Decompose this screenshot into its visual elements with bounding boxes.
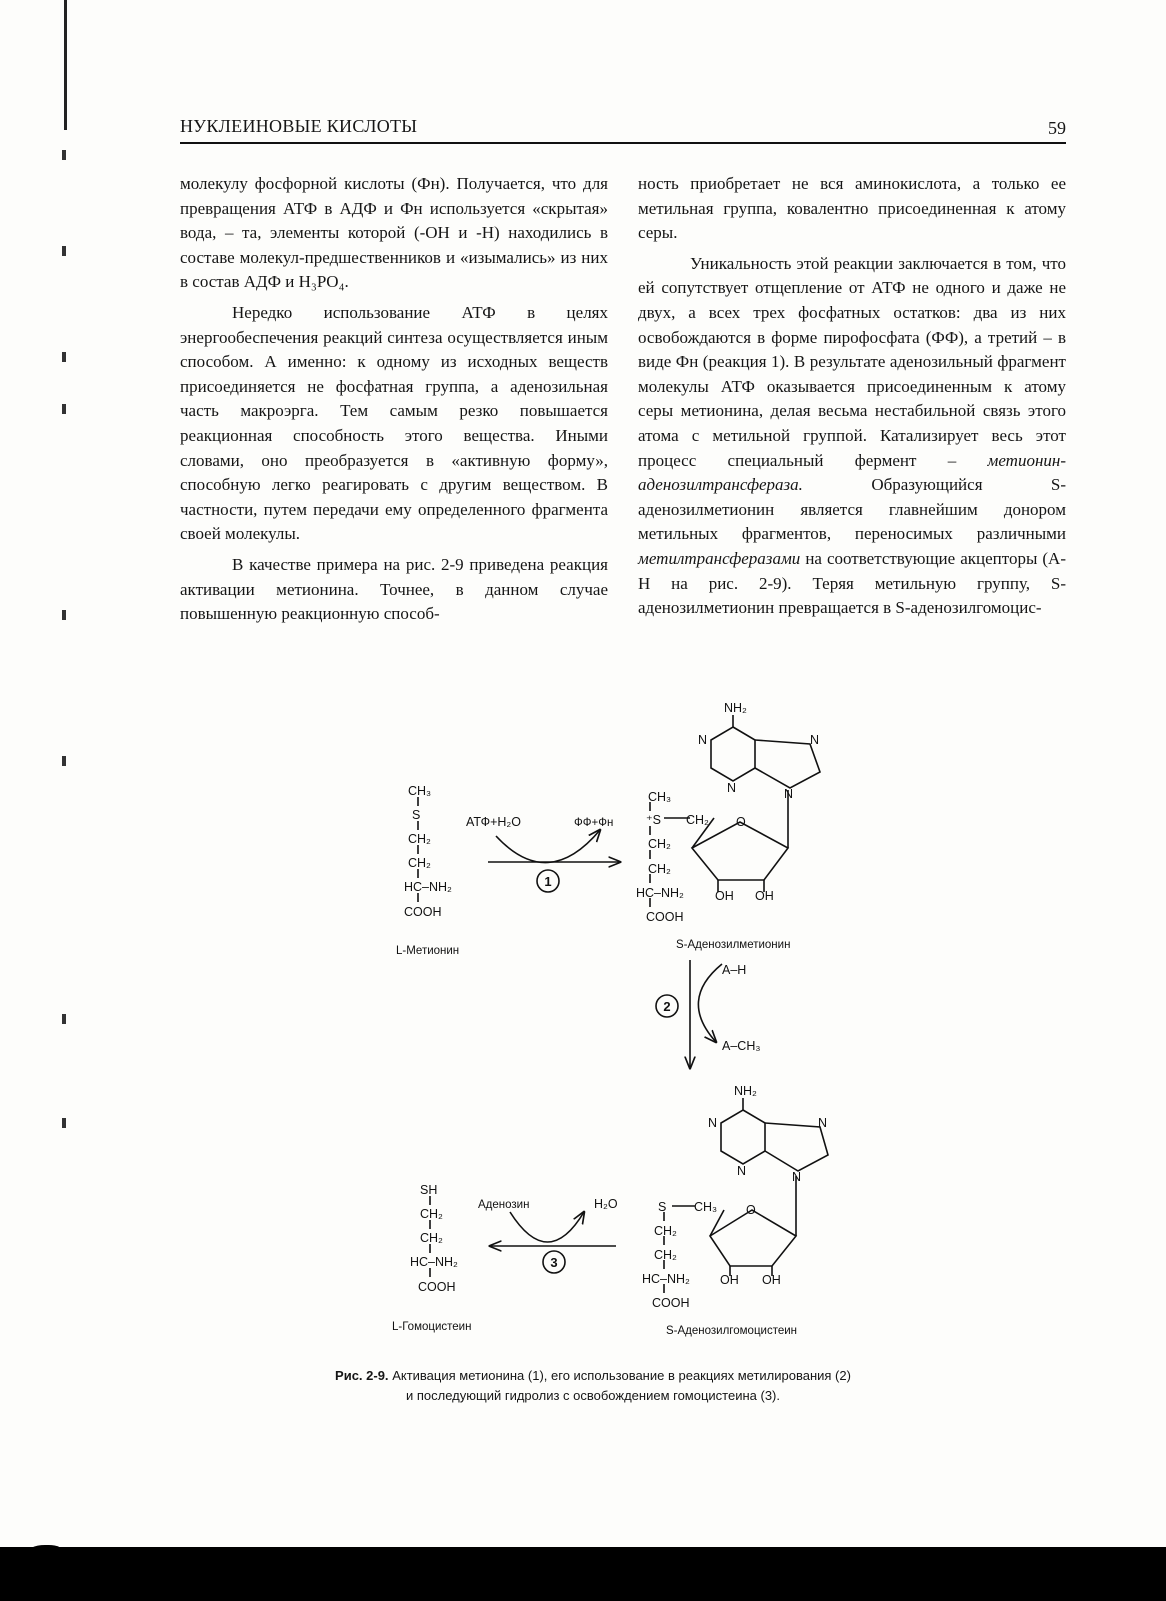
- methyl-acceptor: A–H: [722, 963, 747, 977]
- sah-label: S-Аденозилгомоцистеин: [666, 1325, 798, 1337]
- scan-mark: [62, 352, 66, 362]
- paragraph: В качестве примера на рис. 2-9 приведена реакция активации метионина. Точнее, в данном случае повышенную реакционную способ-: [180, 554, 608, 624]
- scan-mark: [62, 404, 66, 414]
- homocysteine-sh: SH: [420, 1183, 438, 1197]
- reaction2-number: 2: [663, 999, 671, 1014]
- adenine-n: N: [708, 1116, 718, 1130]
- homocysteine-hc: HC–NH₂: [410, 1255, 458, 1269]
- methionine-s: S: [412, 808, 421, 822]
- scan-border: [0, 1547, 1166, 1601]
- text-run: Образующийся S-аденозилметионин является главнейшим донором метильных фрагментов, переносимых различными: [638, 475, 1067, 544]
- text-run: на соответствующие акцепторы (А-Н на рис. 2-9). Теряя метильную группу, S-аденозилметионин превращается в S-аденозилгомоцис-: [638, 548, 1066, 618]
- adenine-n: N: [784, 787, 794, 801]
- reaction3-water: H₂O: [594, 1197, 618, 1211]
- adenine-n: N: [818, 1116, 828, 1130]
- reaction3-product: Аденозин: [478, 1199, 530, 1211]
- sah-s: S: [658, 1200, 667, 1214]
- adenine-n: N: [810, 733, 820, 747]
- reaction-scheme: [0, 680, 1166, 1400]
- caption-label: Рис. 2-9.: [335, 1368, 389, 1383]
- caption-line: и последующий гидролиз с освобождением гомоцистеина (3).: [406, 1388, 780, 1403]
- sam-ch3: CH₃: [648, 790, 672, 804]
- sah-oh: OH: [762, 1273, 781, 1287]
- homocysteine-ch2: CH₂: [420, 1231, 443, 1245]
- scan-edge-line: [64, 0, 67, 130]
- reaction3-number: 3: [550, 1255, 558, 1270]
- adenine-n: N: [792, 1170, 802, 1184]
- adenine-nh2: NH₂: [734, 1084, 757, 1098]
- sah-oh: OH: [720, 1273, 739, 1287]
- methionine-ch3: CH₃: [408, 784, 432, 798]
- paragraph: [638, 252, 1066, 621]
- scan-mark: [62, 610, 66, 620]
- paragraph: ность приобретает не вся аминокислота, а только ее метильная группа, ковалентно присоединенная к атому серы.: [638, 174, 1066, 243]
- sah-cooh: COOH: [652, 1296, 690, 1310]
- sam-cooh: COOH: [646, 910, 684, 924]
- adenine-n: N: [727, 781, 737, 795]
- page-number: 59: [1048, 118, 1066, 138]
- methylated-acceptor: A–CH₃: [722, 1039, 761, 1053]
- reaction1-number: 1: [544, 874, 552, 889]
- sah-hc: HC–NH₂: [642, 1272, 690, 1286]
- reaction1-products: ФФ+Фн: [574, 817, 614, 829]
- adenine-n: N: [737, 1164, 747, 1178]
- figure-caption: [260, 1366, 926, 1406]
- sam-oh: OH: [715, 889, 734, 903]
- homocysteine-cooh: COOH: [418, 1280, 456, 1294]
- sah-ch2: CH₂: [654, 1248, 677, 1262]
- sam-ch2-link: CH₂: [686, 813, 709, 827]
- sam-label: S-Аденозилметионин: [676, 939, 791, 951]
- methionine-ch2: CH₂: [408, 856, 431, 870]
- paragraph: Нередко использование АТФ в целях энергообеспечения реакций синтеза осуществляется иным способом. А именно: к одному из исходных веществ присоединяется не фосфатная группа, а аденозильная часть макроэрга. Тем самым резко повышается реакционная способность этого вещества. Иными словами, оно преобразуется в «активную форму», способную легко реагировать с другим веществом. В частности, путем передачи ему определенного фрагмента своей молекулы.: [180, 302, 608, 544]
- paragraph: молекулу фосфорной кислоты (Фн). Получается, что для превращения АТФ в АДФ и Фн используется «скрытая» вода, – та, элементы которой (-OH и -H) находились в составе молекул-предшественников и «изымались» из них в состав АДФ и H₃PO₄.: [180, 174, 608, 292]
- sam-ch2: CH₂: [648, 862, 671, 876]
- sam-oh: OH: [755, 889, 774, 903]
- scan-mark: [62, 246, 66, 256]
- methionine-ch2: CH₂: [408, 832, 431, 846]
- reaction1-substrate: АТФ+H₂O: [466, 815, 521, 829]
- methionine-hc: HC–NH₂: [404, 880, 452, 894]
- methionine-cooh: COOH: [404, 905, 442, 919]
- sam-hc: HC–NH₂: [636, 886, 684, 900]
- adenine-nh2: NH₂: [724, 701, 747, 715]
- caption-line: Активация метионина (1), его использование в реакциях метилирования (2): [392, 1368, 851, 1383]
- left-column: [180, 172, 608, 627]
- sam-ch2: CH₂: [648, 837, 671, 851]
- methionine-label: L-Метионин: [396, 945, 460, 957]
- sam-ribose-o: O: [736, 815, 746, 829]
- homocysteine-ch2: CH₂: [420, 1207, 443, 1221]
- enzyme-name: метионин-аденозилтрансфераза.: [638, 450, 1066, 495]
- right-column: [638, 172, 1066, 621]
- sam-s: ⁺S: [646, 813, 661, 827]
- sah-ch3: CH₃: [694, 1200, 718, 1214]
- running-header: [180, 116, 1066, 144]
- sah-ribose-o: O: [746, 1203, 756, 1217]
- enzyme-name: метилтрансферазами: [638, 548, 801, 568]
- text-run: Уникальность этой реакции заключается в том, что ей сопутствует отщепление от АТФ не одного и даже не двух, а всех трех фосфатных остатков: два из них освобождаются в форме пирофосфата (ФФ), а третий – в виде Фн (реакция 1). В результате аденозильный фрагмент молекулы АТФ оказывается присоединенным к атому серы метионина, делая весьма нестабильной связь этого атома с метильной группой. Катализирует весь этот процесс специальный фермент –: [638, 253, 1066, 470]
- sah-ch2: CH₂: [654, 1224, 677, 1238]
- scan-mark: [62, 150, 66, 160]
- homocysteine-label: L-Гомоцистеин: [392, 1321, 472, 1333]
- header-title: НУКЛЕИНОВЫЕ КИСЛОТЫ: [180, 116, 418, 136]
- adenine-n: N: [698, 733, 708, 747]
